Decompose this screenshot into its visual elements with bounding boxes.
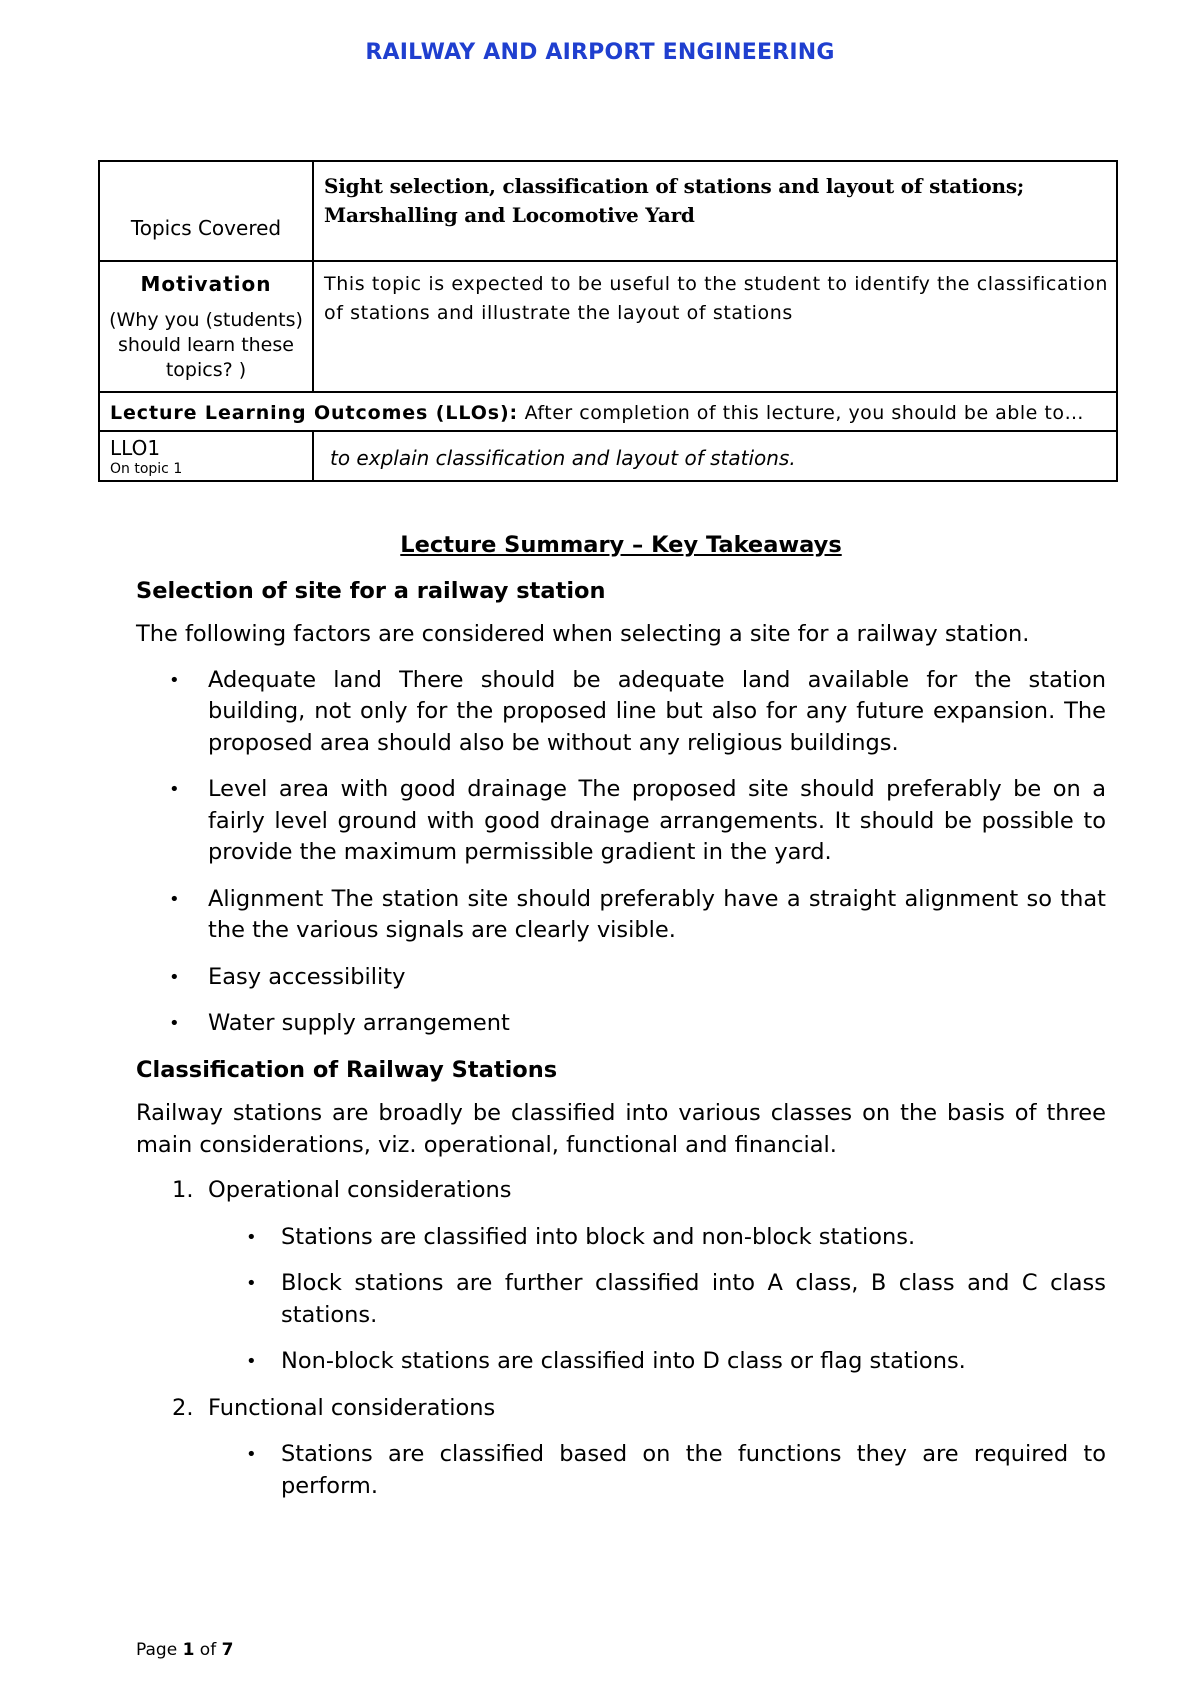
llo-heading: Lecture Learning Outcomes (LLOs): [110, 402, 519, 424]
page-word: Page [136, 1640, 183, 1660]
motivation-subtitle: (Why you (students) should learn these topics? ) [109, 309, 303, 381]
list-item: • Adequate land There should be adequate land available for the station building, not only for the proposed line but also for any future expansion. The proposed area should also be without any religious buildings. [169, 666, 1106, 756]
list-item: • Level area with good drainage The proposed site should preferably be on a fairly level ground with good drainage arrangements. It should be possible to provide the maximum permissible gradient in the yard. [169, 776, 1106, 865]
llo-heading-row [99, 392, 1117, 431]
document-header-title: RAILWAY AND AIRPORT ENGINEERING [365, 40, 835, 65]
list-item: • Non-block stations are classified into D class or flag stations. [208, 1346, 1106, 1378]
topics-covered-value: Sight selection, classification of stations and layout of stations; Marshalling and Locomotive Yard [313, 161, 1117, 261]
list-number: 1. [172, 1177, 194, 1203]
llo1-topic-ref: On topic 1 [110, 461, 183, 477]
bullet-icon: • [169, 966, 180, 988]
site-selection-intro: The following factors are considered when selecting a site for a railway station. [136, 621, 1030, 647]
bullet-icon: • [169, 888, 180, 910]
list-item: • Block stations are further classified into A class, B class and C class stations. [246, 1270, 1106, 1328]
consideration-label: Operational considerations [208, 1177, 512, 1203]
llo-intro: After completion of this lecture, you should be able to… [518, 402, 1084, 424]
list-item: • Easy accessibility [136, 962, 1106, 994]
topics-covered-label: Topics Covered [99, 161, 313, 261]
motivation-title: Motivation [140, 272, 272, 296]
classification-intro: Railway stations are broadly be classified into various classes on the basis of three main considerations, viz. operational, functional and financial. [136, 1100, 1106, 1158]
topics-row [99, 161, 1117, 261]
list-number: 2. [172, 1394, 194, 1421]
motivation-row [99, 261, 1117, 392]
bullet-icon: • [246, 1273, 257, 1294]
page-total: 7 [221, 1640, 234, 1660]
bullet-icon: • [246, 1351, 257, 1372]
site-selection-heading: Selection of site for a railway station [136, 577, 606, 604]
site-factors-list [136, 665, 1106, 1040]
list-item: • Alignment The station site should preferably have a straight alignment so that the the various signals are clearly visible. [169, 885, 1106, 943]
lecture-summary [136, 530, 1106, 1517]
list-item: • Stations are classified into block and non-block stations. [208, 1222, 1106, 1254]
motivation-label-cell [99, 261, 313, 392]
summary-title: Lecture Summary – Key Takeaways [400, 532, 842, 558]
list-item: • Water supply arrangement [136, 1008, 1106, 1040]
considerations-list [136, 1175, 1106, 1502]
consideration-label: Functional considerations [208, 1394, 496, 1421]
functional-bullets [208, 1439, 1106, 1502]
classification-heading: Classification of Railway Stations [136, 1056, 558, 1083]
list-item: • Stations are classified based on the functions they are required to perform. [246, 1441, 1106, 1499]
llo1-code: LLO1 [110, 436, 161, 460]
list-item [136, 1175, 1106, 1378]
lecture-info-table [98, 160, 1118, 482]
llo1-label-cell [99, 431, 313, 481]
page-number: 1 [182, 1640, 195, 1660]
bullet-icon: • [169, 669, 180, 691]
bullet-icon: • [246, 1226, 257, 1248]
llo1-row [99, 431, 1117, 481]
bullet-icon: • [169, 779, 180, 800]
llo1-text: to explain classification and layout of stations. [313, 431, 1117, 481]
of-word: of [194, 1640, 222, 1660]
bullet-icon: • [169, 1013, 180, 1034]
bullet-icon: • [246, 1444, 257, 1465]
llo-heading-cell [99, 392, 1117, 431]
page-footer [136, 1640, 233, 1660]
operational-bullets [208, 1222, 1106, 1378]
list-item [136, 1393, 1106, 1503]
motivation-value: This topic is expected to be useful to the student to identify the classification of stations and illustrate the layout of stations [313, 261, 1117, 392]
